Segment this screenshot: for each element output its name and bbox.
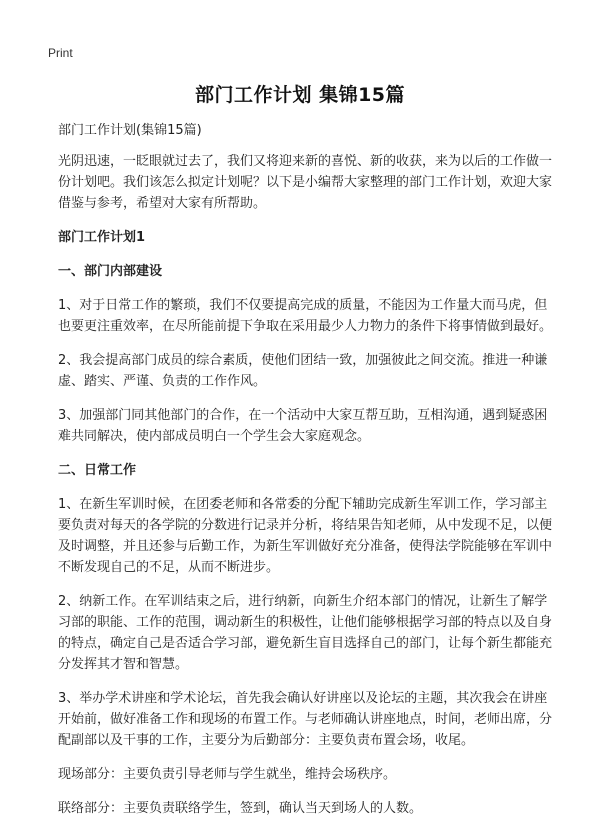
- section1-paragraph: 2、我会提高部门成员的综合素质，使他们团结一致，加强彼此之间交流。推进一种谦虚、踏实、严谨、负责的工作作风。: [58, 353, 548, 389]
- section1-paragraph: 1、对于日常工作的繁琐，我们不仅要提高完成的质量，不能因为工作量大而马虎，但也要更注重效率，在尽所能前提下争取在采用最少人力物力的条件下将事情做到最好。: [58, 298, 553, 334]
- section-heading: 二、日常工作: [58, 463, 137, 478]
- section-heading: 一、部门内部建设: [58, 264, 163, 279]
- plan-heading: 部门工作计划1: [58, 230, 146, 245]
- document-body: [58, 120, 552, 832]
- print-link[interactable]: Print: [48, 46, 73, 60]
- document-subtitle: 部门工作计划(集锦15篇): [58, 123, 202, 138]
- section2-paragraph: 1、在新生军训时候，在团委老师和各常委的分配下辅助完成新生军训工作，学习部主要负责对每天的各学院的分数进行记录并分析，将结果告知老师，从中发现不足，以便及时调整，并且还参与后勤工作，为新生军训做好充分准备，使得法学院能够在军训中不断发现自己的不足，从而不断进步。: [58, 497, 553, 575]
- intro-paragraph: 光阴迅速，一眨眼就过去了，我们又将迎来新的喜悦、新的收获，来为以后的工作做一份计划吧。我们该怎么拟定计划呢？以下是小编帮大家整理的部门工作计划，欢迎大家借鉴与参考，希望对大家有所帮助。: [58, 154, 553, 211]
- section2-paragraph: 2、纳新工作。在军训结束之后，进行纳新，向新生介绍本部门的情况，让新生了解学习部的职能、工作的范围，调动新生的积极性，让他们能够根据学习部的特点以及自身的特点，确定自己是否适合学习部，避免新生盲目选择自己的部门，让每个新生都能充分发挥其才智和智慧。: [58, 594, 553, 672]
- section2-paragraph: 3、举办学术讲座和学术论坛，首先我会确认好讲座以及论坛的主题，其次我会在讲座开始前，做好准备工作和现场的布置工作。与老师确认讲座地点，时间，老师出席，分配副部以及干事的工作，主要分为后勤部分：主要负责布置会场，收尾。: [58, 691, 553, 748]
- page-title: 部门工作计划 集锦15篇: [194, 84, 406, 106]
- section1-paragraph: 3、加强部门同其他部门的合作，在一个活动中大家互帮互助，互相沟通，遇到疑惑困难共同解决，使内部成员明白一个学生会大家庭观念。: [58, 408, 548, 444]
- section2-paragraph: 现场部分：主要负责引导老师与学生就坐，维持会场秩序。: [58, 767, 397, 782]
- section2-paragraph: 联络部分：主要负责联络学生，签到，确认当天到场人的人数。: [58, 801, 423, 816]
